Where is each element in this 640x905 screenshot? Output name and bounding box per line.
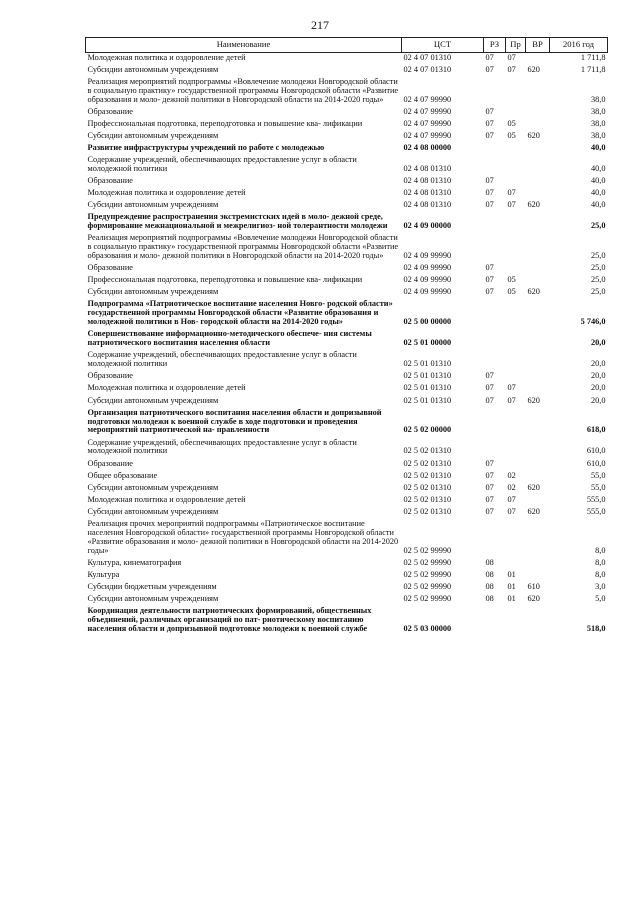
table-row [86, 200, 608, 212]
row-cst: 02 5 02 01310 [403, 482, 452, 492]
table-row [86, 275, 608, 287]
table-row [86, 263, 608, 275]
row-vr [526, 233, 550, 263]
table-row [86, 350, 608, 371]
row-vr: 620 [527, 131, 540, 141]
row-cst: 02 4 07 99990 [403, 131, 452, 141]
row-rz: 07 [485, 263, 494, 273]
table-row [86, 107, 608, 119]
row-amount: 38,0 [590, 119, 606, 129]
row-pr [506, 459, 526, 471]
table-row [86, 119, 608, 131]
row-cst: 02 5 01 01310 [403, 383, 452, 393]
row-name: Подпрограмма «Патриотическое воспитание населения Новго- родской области» государственной программы Новгородской области «Развитие образования и молодежной политики в Нов- городской области на 2014-2020 годы» [87, 299, 393, 327]
table-row [86, 155, 608, 176]
row-name: Содержание учреждений, обеспечивающих предоставление услуг в области молодежной политики [87, 437, 357, 456]
row-cst: 02 4 08 01310 [403, 164, 452, 174]
row-amount: 40,0 [590, 188, 606, 198]
table-row [86, 495, 608, 507]
header-rz: РЗ [484, 38, 506, 53]
row-name: Субсидии автономным учреждениям [87, 482, 219, 492]
row-cst: 02 4 08 01310 [403, 200, 452, 210]
row-pr: 05 [507, 131, 516, 141]
table-row [86, 371, 608, 383]
row-vr [526, 107, 550, 119]
row-name: Совершенствование информационно-методического обеспече- ния системы патриотического воспитания населения области [87, 329, 372, 348]
row-rz: 08 [485, 593, 494, 603]
table-row [86, 471, 608, 483]
row-pr [506, 143, 526, 155]
row-amount: 20,0 [590, 383, 606, 393]
row-name: Культура [87, 569, 120, 579]
row-name: Развитие инфраструктуры учреждений по работе с молодежью [87, 143, 325, 153]
row-rz [484, 519, 506, 558]
row-name: Образование [87, 107, 133, 117]
row-vr [526, 119, 550, 131]
row-rz: 07 [485, 395, 494, 405]
row-vr [526, 558, 550, 570]
table-row [86, 396, 608, 408]
row-cst: 02 5 02 01310 [403, 470, 452, 480]
row-cst: 02 5 01 00000 [403, 338, 452, 348]
header-name: Наименование [86, 38, 402, 53]
row-name: Субсидии автономным учреждениям [87, 506, 219, 516]
table-row [86, 558, 608, 570]
row-vr [526, 212, 550, 233]
row-vr [526, 519, 550, 558]
table-row [86, 582, 608, 594]
row-amount: 5 746,0 [580, 317, 606, 327]
row-pr [506, 558, 526, 570]
row-cst: 02 5 01 01310 [403, 395, 452, 405]
row-amount: 20,0 [590, 338, 606, 348]
row-rz: 07 [485, 53, 494, 62]
row-pr: 07 [507, 494, 516, 504]
row-amount: 555,0 [586, 494, 606, 504]
row-vr: 620 [527, 395, 540, 405]
row-cst: 02 4 09 99990 [403, 251, 452, 261]
row-name: Образование [87, 371, 133, 381]
row-rz [484, 77, 506, 107]
table-row [86, 131, 608, 143]
row-amount: 5,0 [595, 593, 606, 603]
row-pr [506, 176, 526, 188]
row-name: Субсидии автономным учреждениям [87, 131, 219, 141]
row-name: Реализация мероприятий подпрограммы «Вовлечение молодежи Новгородской области в социальную практику» государственной программы Новгородской области «Развитие образования и моло- дежной политики в Новгородской области на 2014-2020 годы» [87, 233, 399, 261]
row-vr [526, 188, 550, 200]
row-amount: 40,0 [590, 200, 606, 210]
row-cst: 02 4 07 01310 [403, 53, 452, 62]
row-amount: 40,0 [590, 176, 606, 186]
row-amount: 38,0 [590, 131, 606, 141]
row-vr [526, 495, 550, 507]
row-vr [526, 408, 550, 438]
row-amount: 20,0 [590, 371, 606, 381]
table-row [86, 143, 608, 155]
row-name: Профессиональная подготовка, переподготовка и повышение ква- лификации [87, 119, 363, 129]
row-pr [506, 519, 526, 558]
table-row [86, 233, 608, 263]
row-pr [506, 212, 526, 233]
row-rz: 07 [485, 371, 494, 381]
table-row [86, 299, 608, 329]
row-pr [506, 77, 526, 107]
row-pr [506, 107, 526, 119]
row-rz: 08 [485, 581, 494, 591]
row-cst: 02 4 09 99990 [403, 275, 452, 285]
row-rz: 07 [485, 188, 494, 198]
row-rz [484, 350, 506, 371]
row-name: Содержание учреждений, обеспечивающих предоставление услуг в области молодежной политики [87, 155, 357, 174]
header-pr: Пр [506, 38, 526, 53]
row-pr: 05 [507, 287, 516, 297]
row-rz [484, 155, 506, 176]
row-amount: 25,0 [590, 263, 606, 273]
row-vr [526, 143, 550, 155]
row-name: Образование [87, 263, 133, 273]
row-amount: 55,0 [590, 482, 606, 492]
row-amount: 610,0 [586, 446, 606, 456]
row-cst: 02 5 01 01310 [403, 371, 452, 381]
row-pr [506, 299, 526, 329]
table-row [86, 287, 608, 299]
table-row [86, 53, 608, 66]
row-vr: 620 [527, 200, 540, 210]
row-amount: 8,0 [595, 557, 606, 567]
row-name: Организация патриотического воспитания населения области и допризывной подготовки молодежи к военной службе в ходе подготовки и проведения мероприятий патриотической на- правленности [87, 407, 382, 435]
row-pr [506, 606, 526, 636]
row-vr [526, 383, 550, 395]
row-vr [526, 77, 550, 107]
row-name: Субсидии бюджетным учреждениям [87, 581, 217, 591]
row-cst: 02 5 02 99990 [403, 557, 452, 567]
row-amount: 1 711,8 [580, 53, 606, 62]
table-row [86, 483, 608, 495]
row-cst: 02 4 09 99990 [403, 287, 452, 297]
row-amount: 25,0 [590, 251, 606, 261]
row-name: Профессиональная подготовка, переподготовка и повышение ква- лификации [87, 275, 363, 285]
row-amount: 3,0 [595, 581, 606, 591]
row-pr [506, 155, 526, 176]
row-pr: 02 [507, 470, 516, 480]
table-row [86, 329, 608, 350]
row-vr [526, 459, 550, 471]
row-rz: 08 [485, 569, 494, 579]
row-rz [484, 606, 506, 636]
row-name: Культура, кинематография [87, 557, 182, 567]
row-rz: 07 [485, 275, 494, 285]
row-cst: 02 5 03 00000 [403, 623, 452, 633]
row-amount: 25,0 [590, 221, 606, 231]
row-pr: 02 [507, 482, 516, 492]
row-rz [484, 408, 506, 438]
row-pr: 07 [507, 65, 516, 75]
table-row [86, 383, 608, 395]
row-name: Реализация мероприятий подпрограммы «Вовлечение молодежи Новгородской области в социальную практику» государственной программы Новгородской области «Развитие образования и моло- дежной политики в Новгородской области на 2014-2020 годы» [87, 77, 399, 104]
row-cst: 02 4 08 00000 [403, 143, 452, 153]
row-rz: 07 [485, 506, 494, 516]
row-cst: 02 4 08 01310 [403, 176, 452, 186]
row-pr [506, 329, 526, 350]
row-rz [484, 299, 506, 329]
row-cst: 02 5 02 99990 [403, 581, 452, 591]
row-amount: 55,0 [590, 470, 606, 480]
row-amount: 555,0 [586, 506, 606, 516]
row-pr [506, 408, 526, 438]
table-row [86, 212, 608, 233]
row-vr [526, 275, 550, 287]
row-rz: 07 [485, 131, 494, 141]
row-name: Молодежная политика и оздоровление детей [87, 383, 246, 393]
page-number: 217 [311, 18, 329, 32]
row-cst: 02 4 07 99990 [403, 119, 452, 129]
row-cst: 02 5 02 99990 [403, 569, 452, 579]
row-rz: 07 [485, 458, 494, 468]
row-pr [506, 263, 526, 275]
row-vr [526, 299, 550, 329]
row-cst: 02 5 02 01310 [403, 494, 452, 504]
row-cst: 02 5 00 00000 [403, 317, 452, 327]
row-pr: 01 [507, 593, 516, 603]
table-row [86, 570, 608, 582]
row-rz: 08 [485, 557, 494, 567]
row-rz: 07 [485, 107, 494, 117]
row-cst: 02 4 07 99990 [403, 95, 452, 104]
row-pr: 07 [507, 395, 516, 405]
row-rz: 07 [485, 383, 494, 393]
row-vr [526, 371, 550, 383]
row-name: Молодежная политика и оздоровление детей [87, 188, 246, 198]
row-rz: 07 [485, 287, 494, 297]
row-cst: 02 5 02 00000 [403, 425, 452, 435]
row-rz [484, 212, 506, 233]
row-cst: 02 5 02 99990 [403, 593, 452, 603]
row-rz: 07 [485, 482, 494, 492]
row-amount: 1 711,8 [580, 65, 606, 75]
row-rz: 07 [485, 176, 494, 186]
table-row [86, 519, 608, 558]
row-amount: 25,0 [590, 287, 606, 297]
row-cst: 02 5 02 99990 [403, 545, 452, 555]
row-amount: 40,0 [590, 143, 606, 153]
row-amount: 20,0 [590, 359, 606, 369]
row-name: Субсидии автономным учреждениям [87, 593, 219, 603]
row-pr [506, 371, 526, 383]
row-pr: 07 [507, 188, 516, 198]
row-name: Молодежная политика и оздоровление детей [87, 494, 246, 504]
row-pr: 07 [507, 383, 516, 393]
row-amount: 38,0 [590, 95, 606, 104]
row-cst: 02 5 02 01310 [403, 506, 452, 516]
row-amount: 40,0 [590, 164, 606, 174]
row-rz [484, 233, 506, 263]
row-vr [526, 155, 550, 176]
table-row [86, 459, 608, 471]
row-rz [484, 329, 506, 350]
row-name: Субсидии автономным учреждениям [87, 287, 219, 297]
row-pr [506, 233, 526, 263]
row-rz: 07 [485, 119, 494, 129]
row-pr: 07 [507, 506, 516, 516]
row-amount: 518,0 [586, 623, 606, 633]
table-row [86, 188, 608, 200]
row-rz: 07 [485, 470, 494, 480]
row-rz: 07 [485, 200, 494, 210]
row-vr [526, 329, 550, 350]
row-name: Образование [87, 176, 133, 186]
row-pr: 05 [507, 119, 516, 129]
row-pr: 07 [507, 53, 516, 62]
row-amount: 618,0 [586, 425, 606, 435]
table-row [86, 65, 608, 77]
row-cst: 02 4 09 99990 [403, 263, 452, 273]
row-rz: 07 [485, 494, 494, 504]
row-vr: 610 [527, 581, 540, 591]
row-rz: 07 [485, 65, 494, 75]
table-row [86, 77, 608, 107]
row-name: Субсидии автономным учреждениям [87, 65, 219, 75]
row-cst: 02 5 01 01310 [403, 359, 452, 369]
row-vr: 620 [527, 506, 540, 516]
row-vr: 620 [527, 287, 540, 297]
header-vr: ВР [526, 38, 550, 53]
row-cst: 02 4 07 01310 [403, 65, 452, 75]
row-vr: 620 [527, 65, 540, 75]
row-vr: 620 [527, 482, 540, 492]
table-header-row [86, 38, 608, 53]
row-name: Предупреждение распространения экстремистских идей в моло- дежной среде, формирование межнациональной и межрелигиоз- ной толерантности молодежи [87, 212, 388, 231]
row-vr [526, 570, 550, 582]
row-amount: 8,0 [595, 545, 606, 555]
row-name: Субсидии автономным учреждениям [87, 395, 219, 405]
row-name: Общее образование [87, 470, 158, 480]
row-pr: 05 [507, 275, 516, 285]
table-row [86, 438, 608, 459]
row-vr [526, 53, 550, 66]
table-row [86, 408, 608, 438]
row-name: Координация деятельности патриотических формирований, общественных объединений, различных организаций по пат- риотическому воспитанию населения области и допризывной подготовке молодежи к военной службе [87, 605, 372, 633]
row-cst: 02 4 07 99990 [403, 107, 452, 117]
row-vr [526, 438, 550, 459]
row-name: Реализация прочих мероприятий подпрограммы «Патриотическое воспитание населения Новгородской области» государственной программы Новгородской области «Развитие образования и моло- дежной политики в Новгородской области на 2014-2020 годы» [87, 518, 399, 555]
table-row [86, 507, 608, 519]
row-name: Образование [87, 458, 133, 468]
row-vr [526, 606, 550, 636]
row-cst: 02 4 08 01310 [403, 188, 452, 198]
table-row [86, 176, 608, 188]
row-vr [526, 471, 550, 483]
row-name: Субсидии автономным учреждениям [87, 200, 219, 210]
row-pr: 01 [507, 581, 516, 591]
table-row [86, 594, 608, 606]
row-vr [526, 350, 550, 371]
table-row [86, 606, 608, 636]
row-cst: 02 4 09 00000 [403, 221, 452, 231]
row-pr: 01 [507, 569, 516, 579]
row-vr [526, 176, 550, 188]
row-pr: 07 [507, 200, 516, 210]
row-rz [484, 438, 506, 459]
row-pr [506, 438, 526, 459]
row-amount: 38,0 [590, 107, 606, 117]
header-amount: 2016 год [550, 38, 608, 53]
row-rz [484, 143, 506, 155]
row-vr [526, 263, 550, 275]
row-vr: 620 [527, 593, 540, 603]
row-pr [506, 350, 526, 371]
row-amount: 20,0 [590, 395, 606, 405]
row-amount: 610,0 [586, 458, 606, 468]
budget-table [85, 37, 608, 636]
row-cst: 02 5 02 01310 [403, 458, 452, 468]
row-name: Содержание учреждений, обеспечивающих предоставление услуг в области молодежной политики [87, 350, 357, 369]
row-amount: 8,0 [595, 569, 606, 579]
header-cst: ЦСТ [402, 38, 484, 53]
table-body [86, 53, 608, 636]
row-name: Молодежная политика и оздоровление детей [87, 53, 246, 62]
row-cst: 02 5 02 01310 [403, 446, 452, 456]
row-amount: 25,0 [590, 275, 606, 285]
